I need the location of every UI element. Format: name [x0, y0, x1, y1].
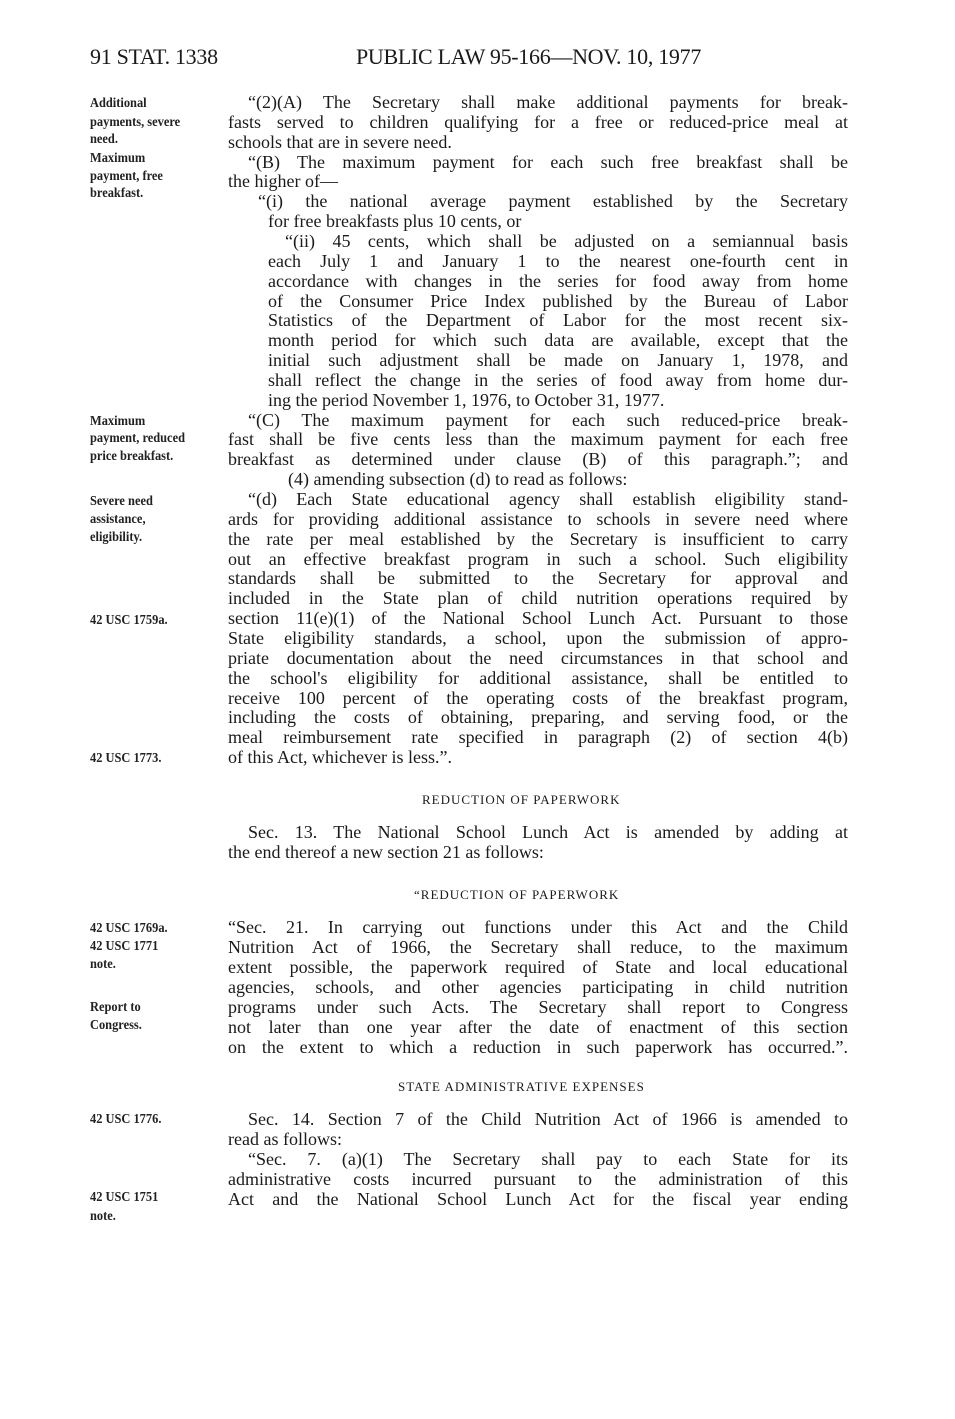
text-line: on the extent to which a reduction in such paperwork has occurred.”.	[228, 1037, 848, 1057]
text-line: standards shall be submitted to the Secretary for approval and	[228, 568, 848, 588]
text-line: meal reimbursement rate specified in paragraph (2) of section 4(b)	[228, 727, 848, 747]
text-line: month period for which such data are available, except that the	[268, 330, 848, 350]
text-line: “(d) Each State educational agency shall establish eligibility stand-	[248, 489, 848, 509]
margin-note: note.	[90, 1208, 116, 1223]
margin-note: Congress.	[90, 1017, 142, 1032]
text-line: of this Act, whichever is less.”.	[228, 747, 452, 767]
page-stat-number: 91 STAT. 1338	[90, 44, 218, 69]
text-line: “(i) the national average payment established by the Secretary	[258, 191, 848, 211]
text-line: Sec. 13. The National School Lunch Act is amended by adding at	[248, 822, 848, 842]
text-line: section 11(e)(1) of the National School Lunch Act. Pursuant to those	[228, 608, 848, 628]
text-line: fast shall be five cents less than the maximum payment for each free	[228, 429, 848, 449]
text-line: each July 1 and January 1 to the nearest one-fourth cent in	[268, 251, 848, 271]
text-line: initial such adjustment shall be made on January 1, 1978, and	[268, 350, 848, 370]
text-line: the end thereof a new section 21 as follows:	[228, 842, 544, 862]
margin-note: assistance,	[90, 511, 146, 526]
text-line: receive 100 percent of the operating costs of the breakfast program,	[228, 688, 848, 708]
text-line: Act and the National School Lunch Act for the fiscal year ending	[228, 1189, 848, 1209]
margin-note: 42 USC 1759a.	[90, 612, 168, 627]
text-line: the school's eligibility for additional assistance, shall be entitled to	[228, 668, 848, 688]
running-header-title: PUBLIC LAW 95-166—NOV. 10, 1977	[356, 44, 702, 69]
text-line: Statistics of the Department of Labor for the most recent six-	[268, 310, 848, 330]
margin-note: eligibility.	[90, 529, 143, 544]
margin-note: price breakfast.	[90, 448, 174, 463]
margin-note: Report to	[90, 999, 141, 1014]
text-line: out an effective breakfast program in such a school. Such eligibility	[228, 549, 848, 569]
text-line: ing the period November 1, 1976, to October 31, 1977.	[268, 390, 665, 410]
margin-note: note.	[90, 956, 116, 971]
text-line: included in the State plan of child nutrition operations required by	[228, 588, 848, 608]
quoted-heading-reduction-of-paperwork: “REDUCTION OF PAPERWORK	[414, 887, 620, 902]
text-line: (4) amending subsection (d) to read as follows:	[288, 469, 628, 489]
margin-note: Maximum	[90, 413, 146, 428]
section-heading-reduction-of-paperwork: REDUCTION OF PAPERWORK	[422, 792, 621, 807]
text-line: “(ii) 45 cents, which shall be adjusted on a semiannual basis	[285, 231, 848, 251]
margin-note: payment, reduced	[90, 430, 185, 445]
margin-note: payments, severe	[90, 114, 181, 129]
text-line: priate documentation about the need circumstances in that school and	[228, 648, 848, 668]
margin-note: 42 USC 1771	[90, 938, 159, 953]
text-line: Sec. 14. Section 7 of the Child Nutrition Act of 1966 is amended to	[248, 1109, 848, 1129]
text-line: extent possible, the paperwork required of State and local educational	[228, 957, 848, 977]
margin-note: breakfast.	[90, 185, 144, 200]
margin-note: 42 USC 1769a.	[90, 920, 168, 935]
text-line: accordance with changes in the series for food away from home	[268, 271, 848, 291]
margin-note: payment, free	[90, 168, 163, 183]
text-line: State eligibility standards, a school, upon the submission of appro-	[228, 628, 848, 648]
margin-note: 42 USC 1751	[90, 1189, 159, 1204]
text-line: “(C) The maximum payment for each such reduced-price break-	[248, 410, 848, 430]
margin-note: Severe need	[90, 493, 153, 508]
text-line: “Sec. 21. In carrying out functions under this Act and the Child	[228, 917, 848, 937]
text-line: not later than one year after the date of enactment of this section	[228, 1017, 848, 1037]
text-line: breakfast as determined under clause (B) of this paragraph.”; and	[228, 449, 848, 469]
text-line: ards for providing additional assistance to schools in severe need where	[228, 509, 848, 529]
text-line: “(B) The maximum payment for each such free breakfast shall be	[248, 152, 848, 172]
margin-note: need.	[90, 131, 118, 146]
text-line: the rate per meal established by the Secretary is insufficient to carry	[228, 529, 848, 549]
text-line: read as follows:	[228, 1129, 342, 1149]
text-line: agencies, schools, and other agencies participating in child nutrition	[228, 977, 848, 997]
text-line: fasts served to children qualifying for a free or reduced-price meal at	[228, 112, 848, 132]
margin-note: 42 USC 1773.	[90, 750, 162, 765]
text-line: shall reflect the change in the series of food away from home dur-	[268, 370, 848, 390]
section-heading-state-administrative-expenses: STATE ADMINISTRATIVE EXPENSES	[398, 1079, 645, 1094]
margin-note: Additional	[90, 95, 147, 110]
text-line: Nutrition Act of 1966, the Secretary shall reduce, to the maximum	[228, 937, 848, 957]
text-line: programs under such Acts. The Secretary shall report to Congress	[228, 997, 848, 1017]
text-line: administrative costs incurred pursuant to the administration of this	[228, 1169, 848, 1189]
text-line: “(2)(A) The Secretary shall make additional payments for break-	[248, 92, 848, 112]
margin-note: Maximum	[90, 150, 146, 165]
text-line: for free breakfasts plus 10 cents, or	[268, 211, 522, 231]
text-line: the higher of—	[228, 171, 338, 191]
text-line: including the costs of obtaining, preparing, and serving food, or the	[228, 707, 848, 727]
text-line: “Sec. 7. (a)(1) The Secretary shall pay to each State for its	[248, 1149, 848, 1169]
text-line: of the Consumer Price Index published by the Bureau of Labor	[268, 291, 848, 311]
text-line: schools that are in severe need.	[228, 132, 452, 152]
margin-note: 42 USC 1776.	[90, 1111, 162, 1126]
